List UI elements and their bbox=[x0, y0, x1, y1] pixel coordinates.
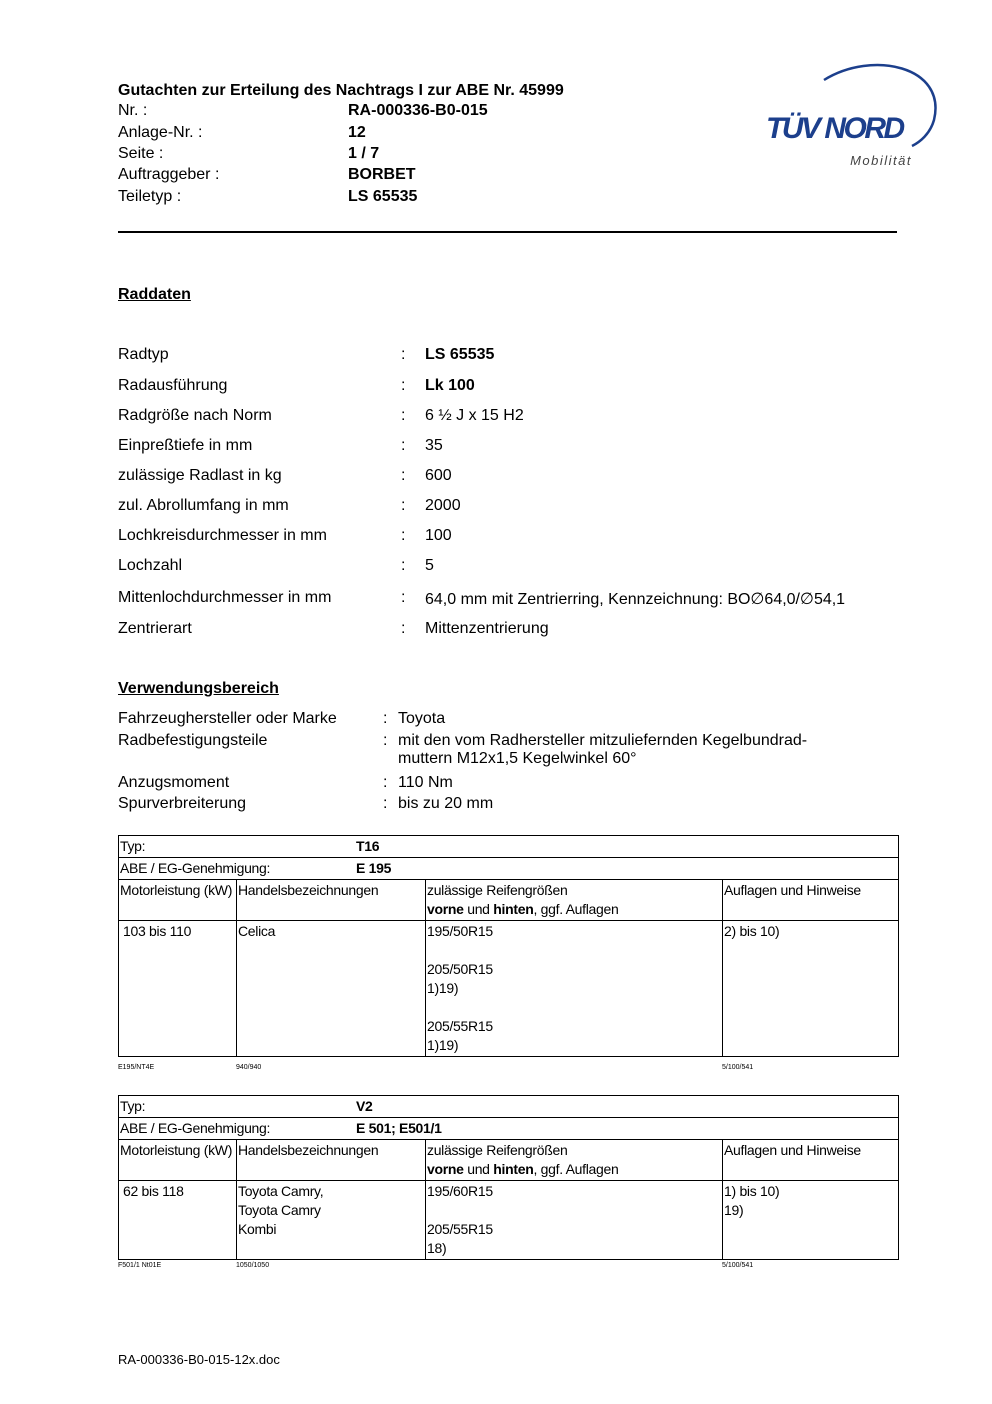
reifen-line bbox=[427, 1201, 721, 1220]
verwendungsbereich-heading: Verwendungsbereich bbox=[118, 680, 279, 697]
reifen-line: 18) bbox=[427, 1240, 447, 1256]
typ-cell bbox=[119, 1096, 899, 1118]
verwendung-value-line: bis zu 20 mm bbox=[398, 795, 494, 812]
reifen-cell bbox=[426, 1181, 723, 1260]
raddaten-label: Mittenlochdurchmesser in mm bbox=[118, 589, 332, 606]
typ-cell bbox=[119, 836, 899, 858]
header-field-label: Nr. : bbox=[118, 102, 148, 119]
abe-label: ABE / EG-Genehmigung: bbox=[120, 1120, 271, 1136]
verwendung-label: Radbefestigungsteile bbox=[118, 732, 268, 749]
raddaten-label: Lochkreisdurchmesser in mm bbox=[118, 527, 327, 544]
header-field-value: 1 / 7 bbox=[348, 145, 380, 162]
raddaten-value: Mittenzentrierung bbox=[425, 620, 549, 637]
reifen-line: 205/50R15 bbox=[427, 961, 493, 977]
table-footer-code: F501/1 Nt01E bbox=[118, 1262, 162, 1269]
col-header-handel: Handelsbezeichnungen bbox=[237, 1140, 426, 1181]
handel-cell bbox=[237, 1181, 426, 1260]
table-footer-weights: 1050/1050 bbox=[236, 1262, 270, 1269]
reifen-line: 205/55R15 bbox=[427, 1221, 493, 1237]
typ-label: Typ: bbox=[120, 1098, 146, 1114]
auflagen-cell bbox=[723, 1181, 899, 1260]
header-field-label: Auftraggeber : bbox=[118, 166, 220, 183]
col-header-reifen-sub bbox=[427, 900, 721, 919]
verwendung-value bbox=[398, 710, 445, 728]
document-title: Gutachten zur Erteilung des Nachtrags I zur ABE Nr. 45999 bbox=[118, 82, 564, 99]
raddaten-value: 5 bbox=[425, 557, 434, 574]
table-footer-ref: 5/100/541 bbox=[722, 1262, 754, 1269]
raddaten-colon: : bbox=[401, 346, 406, 363]
handel-cell bbox=[237, 921, 426, 1057]
col-header-motor: Motorleistung (kW) bbox=[119, 1140, 237, 1181]
table-row bbox=[119, 921, 899, 1057]
reifen-vorne: vorne bbox=[427, 901, 464, 917]
header-row bbox=[119, 880, 899, 921]
typ-value: T16 bbox=[356, 838, 380, 854]
raddaten-value: 600 bbox=[425, 467, 452, 484]
handel-line: Celica bbox=[238, 923, 276, 939]
abe-row bbox=[119, 1118, 899, 1140]
vehicle-table bbox=[118, 835, 899, 1057]
abe-cell bbox=[119, 858, 899, 880]
typ-row bbox=[119, 836, 899, 858]
reifen-tail: , ggf. Auflagen bbox=[533, 901, 619, 917]
reifen-tail: , ggf. Auflagen bbox=[533, 1161, 619, 1177]
reifen-line: 195/60R15 bbox=[427, 1183, 493, 1199]
abe-label: ABE / EG-Genehmigung: bbox=[120, 860, 271, 876]
logo-brand: TÜV NORD bbox=[766, 112, 903, 145]
raddaten-colon: : bbox=[401, 407, 406, 424]
abe-value: E 195 bbox=[356, 860, 392, 876]
raddaten-label: Radgröße nach Norm bbox=[118, 407, 272, 424]
raddaten-colon: : bbox=[401, 557, 406, 574]
raddaten-label: Radausführung bbox=[118, 377, 228, 394]
reifen-vorne: vorne bbox=[427, 1161, 464, 1177]
typ-row bbox=[119, 1096, 899, 1118]
raddaten-label: Einpreßtiefe in mm bbox=[118, 437, 253, 454]
col-header-reifen-sub bbox=[427, 1160, 721, 1179]
col-header-motor: Motorleistung (kW) bbox=[119, 880, 237, 921]
header-field-value: RA-000336-B0-015 bbox=[348, 102, 488, 119]
reifen-hinten: hinten bbox=[493, 1161, 534, 1177]
col-header-reifen bbox=[426, 1140, 723, 1181]
verwendung-label: Anzugsmoment bbox=[118, 774, 230, 791]
col-header-reifen-title: zulässige Reifengrößen bbox=[427, 882, 568, 898]
table-footer-ref: 5/100/541 bbox=[722, 1064, 754, 1071]
verwendung-colon: : bbox=[383, 732, 388, 749]
auflagen-line: 1) bis 10) bbox=[724, 1183, 780, 1199]
header-field-label: Anlage-Nr. : bbox=[118, 124, 203, 141]
verwendung-colon: : bbox=[383, 795, 388, 812]
reifen-line: 205/55R15 bbox=[427, 1018, 493, 1034]
raddaten-value: LS 65535 bbox=[425, 346, 495, 363]
raddaten-heading: Raddaten bbox=[118, 286, 191, 303]
verwendung-label: Spurverbreiterung bbox=[118, 795, 247, 812]
raddaten-colon: : bbox=[401, 467, 406, 484]
table-row bbox=[119, 1181, 899, 1260]
col-header-handel: Handelsbezeichnungen bbox=[237, 880, 426, 921]
col-header-reifen-title: zulässige Reifengrößen bbox=[427, 1142, 568, 1158]
raddaten-colon: : bbox=[401, 589, 406, 606]
auflagen-line: 2) bis 10) bbox=[724, 923, 780, 939]
raddaten-colon: : bbox=[401, 497, 406, 514]
auflagen-line: 19) bbox=[724, 1202, 744, 1218]
raddaten-colon: : bbox=[401, 377, 406, 394]
verwendung-colon: : bbox=[383, 774, 388, 791]
raddaten-label: zulässige Radlast in kg bbox=[118, 467, 282, 484]
raddaten-label: Zentrierart bbox=[118, 620, 192, 637]
verwendung-value-line: muttern M12x1,5 Kegelwinkel 60° bbox=[398, 750, 637, 767]
raddaten-label: Lochzahl bbox=[118, 557, 183, 574]
abe-cell bbox=[119, 1118, 899, 1140]
raddaten-colon: : bbox=[401, 527, 406, 544]
header-field-label: Teiletyp : bbox=[118, 188, 182, 205]
raddaten-value: 2000 bbox=[425, 497, 461, 514]
reifen-line: 1)19) bbox=[427, 980, 459, 996]
table-footer-weights: 940/940 bbox=[236, 1064, 262, 1071]
raddaten-colon: : bbox=[401, 620, 406, 637]
verwendung-label: Fahrzeughersteller oder Marke bbox=[118, 710, 337, 727]
abe-value: E 501; E501/1 bbox=[356, 1120, 442, 1136]
tuev-nord-logo bbox=[762, 58, 942, 178]
handel-line: Toyota Camry, bbox=[238, 1183, 324, 1199]
vehicle-table bbox=[118, 1095, 899, 1260]
motor-cell: 62 bis 118 bbox=[119, 1181, 237, 1260]
verwendung-value bbox=[398, 732, 807, 768]
raddaten-value: 6 ½ J x 15 H2 bbox=[425, 407, 524, 424]
reifen-line: 1)19) bbox=[427, 1037, 459, 1053]
abe-row bbox=[119, 858, 899, 880]
table-footer-code: E195/NT4E bbox=[118, 1064, 155, 1071]
col-header-auflagen: Auflagen und Hinweise bbox=[723, 1140, 899, 1181]
reifen-und: und bbox=[463, 1161, 494, 1177]
col-header-auflagen: Auflagen und Hinweise bbox=[723, 880, 899, 921]
header-field-value: LS 65535 bbox=[348, 188, 418, 205]
verwendung-colon: : bbox=[383, 710, 388, 727]
raddaten-label: zul. Abrollumfang in mm bbox=[118, 497, 289, 514]
verwendung-value bbox=[398, 774, 453, 792]
verwendung-value-line: 110 Nm bbox=[398, 774, 453, 791]
handel-line: Toyota Camry bbox=[238, 1202, 321, 1218]
reifen-hinten: hinten bbox=[493, 901, 534, 917]
header-rule bbox=[118, 231, 897, 233]
reifen-line bbox=[427, 941, 721, 960]
reifen-und: und bbox=[463, 901, 494, 917]
header-field-value: BORBET bbox=[348, 166, 416, 183]
col-header-reifen bbox=[426, 880, 723, 921]
logo-subtitle: Mobilität bbox=[850, 153, 912, 168]
header-row bbox=[119, 1140, 899, 1181]
raddaten-value: 35 bbox=[425, 437, 443, 454]
raddaten-value: 64,0 mm mit Zentrierring, Kennzeichnung: BO∅64,0/∅54,1 bbox=[425, 591, 846, 608]
motor-cell: 103 bis 110 bbox=[119, 921, 237, 1057]
auflagen-cell bbox=[723, 921, 899, 1057]
raddaten-value: 100 bbox=[425, 527, 452, 544]
reifen-cell bbox=[426, 921, 723, 1057]
reifen-line: 195/50R15 bbox=[427, 923, 493, 939]
verwendung-value-line: mit den vom Radhersteller mitzuliefernden Kegelbundrad- bbox=[398, 732, 808, 749]
verwendung-value-line: Toyota bbox=[398, 710, 446, 727]
raddaten-label: Radtyp bbox=[118, 346, 169, 363]
raddaten-value: Lk 100 bbox=[425, 377, 475, 394]
verwendung-value bbox=[398, 795, 493, 813]
reifen-line bbox=[427, 998, 721, 1017]
raddaten-colon: : bbox=[401, 437, 406, 454]
header-field-value: 12 bbox=[348, 124, 366, 141]
handel-line: Kombi bbox=[238, 1221, 277, 1237]
typ-value: V2 bbox=[356, 1098, 373, 1114]
document-filename: RA-000336-B0-015-12x.doc bbox=[118, 1352, 280, 1367]
header-field-label: Seite : bbox=[118, 145, 164, 162]
typ-label: Typ: bbox=[120, 838, 146, 854]
